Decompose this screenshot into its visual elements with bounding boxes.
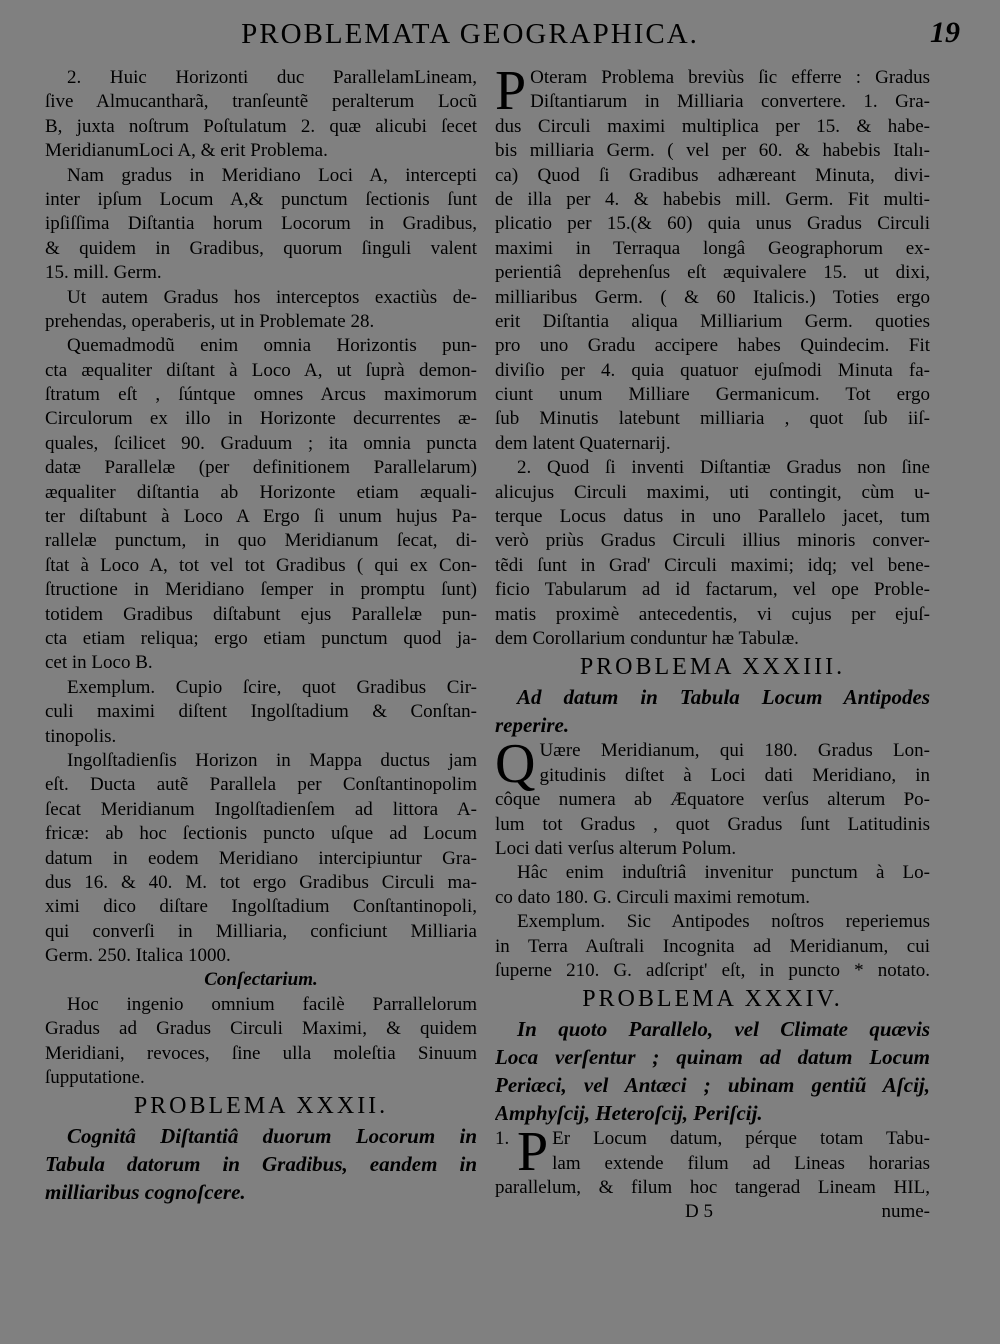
- text-line: Er Locum datum, pérque totam Tabu-: [552, 1128, 930, 1150]
- text-line: datum in eodem Meridiano intercipiuntur Gra-: [45, 847, 477, 869]
- text-line: inter ipſum Locum A,& punctum ſectionis ſunt: [45, 188, 477, 210]
- text-line: Exemplum. Cupio ſcire, quot Gradibus Cir-: [67, 676, 477, 698]
- text-line: dem Corollarium conduntur hæ Tabulæ.: [495, 627, 799, 649]
- text-line: tẽdi ſunt in Grad' Circuli maximi; idq; vel bene-: [495, 554, 930, 576]
- section-subheading: Conſectarium.: [204, 969, 318, 991]
- text-line: & quidem in Gradibus, quorum ſinguli valent: [45, 237, 477, 259]
- text-line: alicujus Circuli maximi, uti contingit, cùm u-: [495, 481, 930, 503]
- text-line: cta etiam reliqua; ergo etiam punctum quod ja-: [45, 627, 477, 649]
- text-line: 2. Quod ſi inventi Diſtantiæ Gradus non ſine: [517, 457, 930, 479]
- problem-statement: Ad datum in Tabula Locum Antipodes: [517, 685, 930, 710]
- text-line: prehendas, operaberis, ut in Problemate 28.: [45, 310, 375, 332]
- text-line: culi maximi diſtent Ingolſtadium & Conſtan-: [45, 701, 477, 723]
- drop-cap: P: [495, 60, 527, 122]
- problem-heading: PROBLEMA XXXIII.: [579, 654, 846, 681]
- text-line: ſtat à Loco A, tot vel tot Gradibus ( qui ex Con-: [45, 554, 477, 576]
- text-line: ciunt unum Milliare Germanicum. Tot ergo: [495, 384, 930, 406]
- text-line: dus 16. & 40. M. tot ergo Gradibus Circuli ma-: [45, 871, 477, 893]
- text-line: gitudinis diſtet à Loci dati Meridiano, in: [539, 764, 930, 786]
- text-line: de illa per 4. & habebis mill. Germ. Fit multi-: [495, 188, 930, 210]
- text-line: ſupputatione.: [45, 1067, 145, 1089]
- text-line: rallelæ punctum, in quo Meridianum ſecat, di-: [45, 530, 477, 552]
- text-line: terque Locus datus in uno Parallelo jacet, tum: [495, 506, 930, 528]
- text-line: Gradus ad Gradus Circuli Maximi, & quidem: [45, 1018, 477, 1040]
- catchword: nume-: [881, 1201, 930, 1223]
- text-line: ficio Tabularum ad id factarum, vel ope Proble-: [495, 579, 930, 601]
- text-line: 15. mill. Germ.: [45, 262, 162, 284]
- text-line: Hoc ingenio omnium facilè Parrallelorum: [67, 993, 477, 1015]
- text-line: bis milliaria Germ. ( vel per 60. & habebis Italı-: [495, 140, 930, 162]
- right-column: [495, 60, 930, 1225]
- text-line: Germ. 250. Italica 1000.: [45, 945, 231, 967]
- text-line: côque numera ab Æquatore verſus alterum Po-: [495, 789, 930, 811]
- text-line: ter diſtabunt à Loco A Ergo ſi unum hujus Pa-: [45, 506, 477, 528]
- text-line: pro uno Gradu accipere habes Quindecim. Fit: [495, 335, 930, 357]
- text-line: erit Diſtantia aliqua Milliarium Germ. quoties: [495, 310, 930, 332]
- text-line: Nam gradus in Meridiano Loci A, intercepti: [67, 164, 477, 186]
- text-line: ſive Almucantharã, tranſeuntẽ peralterum Locũ: [45, 91, 477, 113]
- paragraph-start: [495, 1121, 930, 1184]
- text-line: dem latent Quaternarij.: [495, 432, 671, 454]
- text-line: plicatio per 15.(& 60) quia unus Gradus Circuli: [495, 213, 930, 235]
- text-line: Meridiani, revoces, ſine ulla moleſtia Sinuum: [45, 1042, 477, 1064]
- text-line: Ut autem Gradus hos interceptos exactiùs de-: [67, 286, 477, 308]
- text-line: lum tot Gradus , quot Gradus ſunt Latitudinis: [495, 813, 930, 835]
- text-line: 2. Huic Horizonti duc ParallelamLineam,: [67, 67, 477, 88]
- text-line: ximi dico diſtare Ingolſtadium Conſtantinopoli,: [45, 896, 477, 918]
- text-line: æqualiter diſtantia ab Horizonte etiam æquali-: [45, 481, 477, 503]
- text-line: Circulorum ex illo in Horizonte decurrentes æ-: [45, 408, 477, 430]
- signature-mark: D 5: [685, 1201, 713, 1223]
- problem-statement: milliaribus cognoſcere.: [45, 1180, 246, 1205]
- drop-cap: P: [517, 1121, 549, 1184]
- text-line: Oteram Problema breviùs ſic efferre : Gradus: [530, 67, 930, 88]
- text-line: B, juxta noſtrum Poſtulatum 2. quæ alicubi ſecet: [45, 115, 477, 137]
- text-line: tinopolis.: [45, 725, 117, 747]
- text-line: eſt. Ducta autẽ Parallela per Conſtantinopolim: [45, 774, 477, 796]
- problem-statement: Amphyſcij, Heteroſcij, Periſcij.: [495, 1101, 763, 1126]
- problem-statement: In quoto Parallelo, vel Climate quævis: [517, 1017, 930, 1042]
- text-line: co dato 180. G. Circuli maximi remotum.: [495, 886, 811, 908]
- text-line: fricæ: ab hoc ſectionis puncto uſque ad Locum: [45, 823, 477, 845]
- text-line: cet in Loco B.: [45, 652, 153, 674]
- running-head: [0, 18, 1000, 58]
- problem-statement: Periæci, vel Antæci ; ubinam gentiũ Aſcij,: [495, 1073, 930, 1098]
- left-column: [45, 66, 477, 1206]
- text-line: cta æqualiter diſtant à Loco A, ut ſuprà demon-: [45, 359, 477, 381]
- problem-heading: PROBLEMA XXXII.: [133, 1093, 389, 1120]
- text-line: diviſio per 4. quia quatuor ejuſmodi Minuta fa-: [495, 359, 930, 381]
- text-line: verò priùs Gradus Circuli illius minoris conver-: [495, 530, 930, 552]
- text-line: ca) Quod ſi Gradibus adhæreant Minuta, divi-: [495, 164, 930, 186]
- text-line: ſtructione in Meridiano ſemper in promptu ſunt): [45, 579, 477, 601]
- page-footer: [495, 1200, 930, 1224]
- text-line: quales, ſcilicet 90. Graduum ; ita omnia puncta: [45, 432, 477, 454]
- item-number: 1.: [495, 1128, 510, 1150]
- text-line: ſtratum eſt , ſúntque omnes Arcus maximorum: [45, 384, 477, 406]
- text-line: Loci dati verſus alterum Polum.: [495, 837, 737, 859]
- text-line: Quemadmodũ enim omnia Horizontis pun-: [67, 335, 477, 357]
- text-line: totidem Gradibus diſtabunt ejus Parallelæ pun-: [45, 603, 477, 625]
- text-line: ſub Minutis latebunt milliaria , quot ſub iiſ-: [495, 408, 930, 430]
- text-line: ipſiſſima Diſtantia horum Locorum in Gradibus,: [45, 213, 477, 235]
- problem-statement: Cognitâ Diſtantiâ duorum Locorum in: [67, 1124, 477, 1149]
- drop-cap: Q: [495, 733, 536, 796]
- text-line: datæ Parallelæ (per definitionem Parallelarum): [45, 457, 477, 479]
- text-line: Hâc enim induſtriâ invenitur punctum à Lo-: [517, 862, 930, 884]
- text-line: parallelum, & filum hoc tangerad Lineam HIL,: [495, 1177, 930, 1199]
- text-line: Diſtantiarum in Milliaria convertere. 1. Gra-: [530, 91, 930, 113]
- text-line: MeridianumLoci A, & erit Problema.: [45, 140, 328, 162]
- text-line: Uære Meridianum, qui 180. Gradus Lon-: [539, 740, 930, 762]
- text-line: ſuperne 210. G. adſcript' eſt, in puncto * notato.: [495, 959, 930, 981]
- text-line: matis proximè antecedentis, vi cujus per ejuſ-: [495, 603, 930, 625]
- page-number: 19: [930, 16, 960, 49]
- problem-statement: Loca verſentur ; quinam ad datum Locum: [495, 1045, 930, 1070]
- text-line: Exemplum. Sic Antipodes noſtros reperiemus: [517, 911, 930, 933]
- text-line: perientiâ deprehenſus eſt æquivalere 15. ut dixi,: [495, 262, 930, 284]
- problem-heading: PROBLEMA XXXIV.: [582, 986, 843, 1013]
- text-line: in Terra Auſtrali Incognita ad Meridianum, cui: [495, 935, 930, 957]
- text-line: qui converſi in Milliaria, conficiunt Milliaria: [45, 920, 477, 942]
- text-line: maximi in Terraqua longâ Geographorum ex-: [495, 237, 930, 259]
- text-line: milliaribus Germ. ( & 60 Italicis.) Toties ergo: [495, 286, 930, 308]
- page-title: PROBLEMATA GEOGRAPHICA.: [241, 18, 699, 50]
- problem-statement: Tabula datorum in Gradibus, eandem in: [45, 1152, 477, 1177]
- text-line: Ingolſtadienſis Horizon in Mappa ductus jam: [67, 749, 477, 771]
- problem-statement: reperire.: [495, 713, 570, 738]
- text-line: dus Circuli maximi multiplica per 15. & habe-: [495, 115, 930, 137]
- text-line: ſecat Meridianum Ingolſtadienſem ad littora A-: [45, 798, 477, 820]
- text-line: lam extende filum ad Lineas horarias: [552, 1152, 930, 1174]
